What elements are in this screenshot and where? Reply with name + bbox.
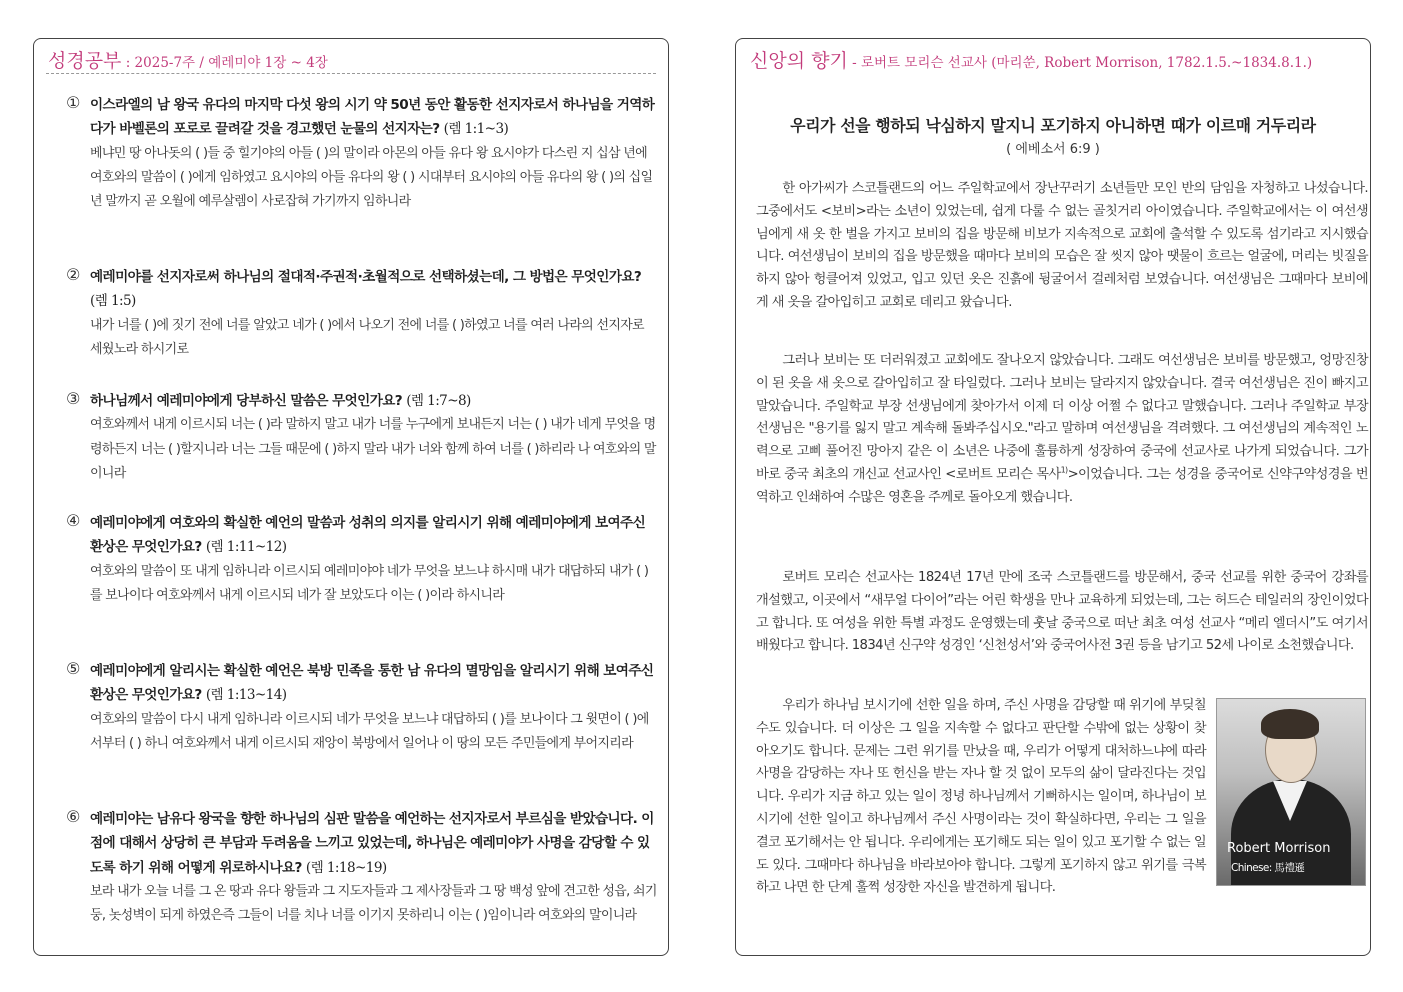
header-divider: [46, 73, 656, 74]
question-ref: (렘 1:5): [90, 293, 136, 310]
question-number: ①: [66, 93, 81, 112]
question-number: ⑥: [66, 807, 81, 826]
question-3: [66, 389, 658, 486]
question-text: 이스라엘의 남 왕국 유다의 마지막 다섯 왕의 시기 약 50년 동안 활동한 선지자로서 하나님을 거역하다가 바벨론의 포로로 끌려갈 것을 경고했던 눈물의 선지자는? (렘 1:1~3): [90, 97, 655, 138]
question-1: [66, 93, 658, 214]
faith-fragrance-header: [750, 46, 1312, 73]
story-paragraph-1: 한 아가씨가 스코틀랜드의 어느 주일학교에서 장난꾸러기 소년들만 모인 반의 담임을 자청하고 나섰습니다. 그중에서도 <보비>라는 소년이 있었는데, 쉽게 다룰 수 없는 골칫거리 아이였습니다. 주일학교에서는 이 여선생님에게 새 옷 한 벌을 가지고 보비의 집을 방문해 비보가 지속적으로 교회에 출석할 수 있도록 섬기라고 지시했습니다. 여선생님이 보비의 집을 방문했을 때마다 보비의 모습은 잘 씻지 않아 땟물이 흐르는 얼굴에, 머리는 빗질을 하지 않아 헝클어져 있었고, 입고 있던 옷은 진흙에 뒹굴어서 걸레처럼 보였습니다. 여선생님은 그때마다 보비에게 새 옷을 갈아입히고 교회로 데리고 왔습니다.: [756, 181, 1368, 310]
story-paragraph-4: Robert Morrison Chinese: 馬禮遜 우리가 하나님 보시기에 선한 일을 하며, 주신 사명을 감당할 때 위기에 부딪칠 수도 있습니다. 더 이상은 그 일을 지속할 수 없다고 판단할 수밖에 없는 상황이 찾아오기도 합니다. 문제는 그런 위기를 만났을 때, 우리가 어떻게 대처하느냐에 따라 사명을 감당하는 자나 또 헌신을 받는 자나 할 것 없이 모두의 삶이 달라진다는 것입니다. 우리가 지금 하고 있는 일이 정녕 하나님께서 기뻐하시는 일이며, 하나님이 보시기에 선한 일이고 하나님께서 주신 사명이라는 것이 확실하다면, 우리는 그 일을 결코 포기해서는 안 됩니다. 우리에게는 포기해도 되는 일이 있고 포기할 수 없는 일도 있다. 그때마다 하나님을 바라보아야 합니다. 그렇게 포기하지 않고 위기를 극복하고 나면 한 단계 훌쩍 성장한 자신을 발견하게 됩니다.: [756, 695, 1368, 900]
answer-blank-text: 보라 내가 오늘 너를 그 온 땅과 유다 왕들과 그 지도자들과 그 제사장들과 그 땅 백성 앞에 견고한 성읍, 쇠기둥, 놋성벽이 되게 하였은즉 그들이 너를 치나 너를 이기지 못하리니 이는 ( )임이니라 여호와의 말이니라: [90, 883, 657, 924]
question-6: [66, 807, 658, 928]
bible-study-title: 성경공부: [48, 50, 122, 72]
faith-fragrance-panel: [735, 38, 1371, 956]
question-ref: (렘 1:13~14): [205, 687, 287, 704]
bible-study-subtitle: : 2025-7주 / 예레미야 1장 ~ 4장: [121, 55, 328, 71]
answer-blank-text: 내가 너를 ( )에 짓기 전에 너를 알았고 네가 ( )에서 나오기 전에 너를 ( )하였고 너를 여러 나라의 선지자로 세웠노라 하시기로: [90, 317, 644, 357]
faith-fragrance-title: 신앙의 향기: [750, 50, 848, 72]
question-text: 예레미야를 선지자로써 하나님의 절대적·주권적·초월적으로 선택하셨는데, 그 방법은 무엇인가요?(렘 1:5): [90, 269, 642, 310]
answer-blank-text: 여호와의 말씀이 또 내게 임하니라 이르시되 예레미야야 네가 무엇을 보느냐 하시매 내가 대답하되 내가 ( )를 보나이다 여호와께서 내게 이르시되 네가 잘 보았도다 이는 ( )이라 하시니라: [90, 563, 649, 603]
question-2: [66, 265, 658, 362]
question-number: ④: [66, 511, 81, 530]
robert-morrison-portrait: [1216, 698, 1366, 886]
question-text: 예레미야는 남유다 왕국을 향한 하나님의 심판 말씀을 예언하는 선지자로서 부르심을 받았습니다. 이 점에 대해서 상당히 큰 부담과 두려움을 느끼고 있었는데, 하나님은 예레미야가 사명을 감당할 수 있도록 하기 위해 어떻게 위로하시나요? (렘 1:18~19): [90, 811, 654, 876]
question-ref: (렘 1:18~19): [305, 859, 387, 876]
question-number: ⑤: [66, 659, 81, 678]
bible-study-header: [48, 46, 328, 73]
question-number: ③: [66, 389, 81, 408]
portrait-caption-chinese: Chinese: 馬禮遜: [1231, 862, 1305, 874]
answer-blank-text: 여호와의 말씀이 다시 내게 임하니라 이르시되 네가 무엇을 보느냐 대답하되 ( )를 보나이다 그 윗면이 ( )에서부터 ( ) 하니 여호와께서 내게 이르시되 재앙이 북방에서 일어나 이 땅의 모든 주민들에게 부어지리라: [90, 711, 649, 751]
faith-fragrance-subtitle: - 로버트 모리슨 선교사 (마리쑨, Robert Morrison, 1782.1.5.~1834.8.1.): [847, 55, 1313, 71]
question-ref: (렘 1:7~8): [406, 393, 471, 409]
question-text: 예레미야에게 여호와의 확실한 예언의 말씀과 성취의 의지를 알리시기 위해 예레미야에게 보여주신 환상은 무엇인가요? (렘 1:11~12): [90, 515, 646, 556]
question-ref: (렘 1:11~12): [205, 539, 287, 556]
question-number: ②: [66, 265, 81, 284]
question-text: 하나님께서 예레미야에게 당부하신 말씀은 무엇인가요? (렘 1:7~8): [90, 393, 471, 409]
footnote-marker: 1): [1060, 465, 1068, 475]
portrait-caption-name: Robert Morrison: [1227, 841, 1331, 856]
question-text: 예레미야에게 알리시는 확실한 예언은 북방 민족을 통한 남 유다의 멸망임을 알리시기 위해 보여주신 환상은 무엇인가요? (렘 1:13~14): [90, 663, 654, 704]
bible-study-panel: [33, 38, 669, 956]
answer-blank-text: 여호와께서 내게 이르시되 너는 ( )라 말하지 말고 내가 너를 누구에게 보내든지 너는 ( ) 내가 네게 무엇을 명령하든지 너는 ( )할지니라 너는 그들 때문에 ( )하지 말라 내가 너와 함께 하여 너를 ( )하리라 나 여호와의 말이니라: [90, 417, 656, 481]
answer-blank-text: 베냐민 땅 아나돗의 ( )들 중 힐기야의 아들 ( )의 말이라 아몬의 아들 유다 왕 요시야가 다스린 지 십삼 년에 여호와의 말씀이 ( )에게 임하였고 요시야의 아들 유다의 왕 ( ) 시대부터 요시야의 아들 유다의 왕 ( )의 십일년 말까지 곧 오월에 예루살렘이 사로잡혀 가기까지 임하니라: [90, 145, 653, 210]
story-paragraph-2: 그러나 보비는 또 더러워졌고 교회에도 잘나오지 않았습니다. 그래도 여선생님은 보비를 방문했고, 엉망진창이 된 옷을 새 옷으로 갈아입히고 잘 타일렀다. 그러나 보비는 달라지지 않았습니다. 결국 여선생님은 진이 빠지고 말았습니다. 주일학교 부장 선생님에게 찾아가서 이제 더 이상 어쩔 수 없다고 말했습니다. 그러나 주일학교 부장 선생님은 "용기를 잃지 말고 계속해 돌봐주십시오."라고 말하며 여선생님을 격려했다. 그 여선생님의 계속적인 노력으로 고삐 풀어진 망아지 같은 이 소년은 나중에 훌륭하게 성장하여 중국에 선교사로 나가게 되었습니다. 그가 바로 중국 최초의 개신교 선교사인 <로버트 모리슨 목사$^{1)}$>이었습니다. 그는 성경을 중국어로 신약구약성경을 번역하고 인쇄하여 수많은 영혼을 주께로 돌아오게 했습니다.: [756, 353, 1368, 505]
question-ref: (렘 1:1~3): [443, 121, 509, 138]
key-verse: 우리가 선을 행하되 낙심하지 말지니 포기하지 아니하면 때가 이르매 거두리라: [790, 116, 1316, 135]
story-paragraph-3: 로버트 모리슨 선교사는 1824년 17년 만에 조국 스코틀랜드를 방문해서, 중국 선교를 위한 중국어 강좌를 개설했고, 이곳에서 “새무얼 다이어”라는 어린 학생을 만나 교육하게 되었는데, 그는 허드슨 테일러의 장인이었다고 합니다. 또 여성을 위한 특별 과정도 운영했는데 훗날 중국으로 떠난 최초 여성 선교사 “메리 엘더시”도 여기서 배웠다고 합니다. 1834년 신구약 성경인 ‘신천성서’와 중국어사전 3권 등을 남기고 52세 나이로 소천했습니다.: [756, 570, 1368, 654]
question-4: [66, 511, 658, 608]
key-verse-reference: ( 에베소서 6:9 ): [1006, 142, 1100, 157]
question-5: [66, 659, 658, 756]
